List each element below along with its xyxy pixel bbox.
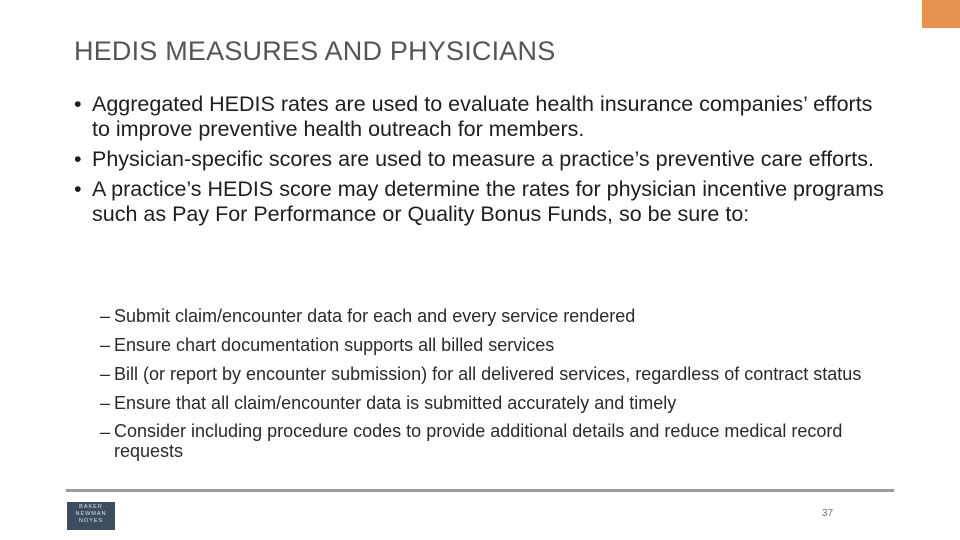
subbullet-item bbox=[100, 334, 900, 357]
bullet-text: Physician-specific scores are used to measure a practice’s preventive care efforts. bbox=[92, 147, 874, 171]
subbullet-marker: – bbox=[100, 306, 111, 326]
bullet-text: Aggregated HEDIS rates are used to evaluate health insurance companies’ efforts to improve preventive health outreach for members. bbox=[92, 92, 873, 141]
subbullet-item bbox=[100, 363, 900, 386]
subbullet-marker: – bbox=[100, 393, 111, 413]
logo-line: NOYES bbox=[78, 518, 104, 524]
subbullet-text: Bill (or report by encounter submission) for all delivered services, regardless of contract status bbox=[114, 364, 862, 384]
bullet-marker: • bbox=[74, 147, 82, 171]
logo-line: BAKER bbox=[79, 504, 103, 510]
footer-divider bbox=[66, 489, 894, 492]
subbullet-marker: – bbox=[100, 335, 111, 355]
slide-title: HEDIS MEASURES AND PHYSICIANS bbox=[74, 36, 556, 66]
subbullet-item bbox=[100, 421, 900, 463]
logo-line: NEWMAN bbox=[75, 511, 107, 517]
subbullet-marker: – bbox=[100, 422, 111, 442]
subbullet-item bbox=[100, 305, 900, 328]
bullet-item bbox=[74, 177, 884, 227]
subbullet-text: Ensure that all claim/encounter data is submitted accurately and timely bbox=[114, 393, 677, 413]
subbullet-text: Submit claim/encounter data for each and every service rendered bbox=[114, 306, 636, 326]
page-number: 37 bbox=[822, 508, 834, 519]
subbullet-marker: – bbox=[100, 364, 111, 384]
bullet-marker: • bbox=[74, 92, 82, 116]
bullet-list bbox=[74, 92, 884, 232]
subbullet-item bbox=[100, 392, 900, 415]
subbullet-list bbox=[100, 305, 900, 469]
corner-accent bbox=[922, 0, 960, 28]
bullet-item bbox=[74, 147, 884, 172]
subbullet-text: Consider including procedure codes to provide additional details and reduce medical record requests bbox=[114, 421, 843, 461]
bullet-text: A practice’s HEDIS score may determine the rates for physician incentive programs such as Pay For Performance or Quality Bonus Funds, so be sure to: bbox=[92, 177, 884, 226]
company-logo bbox=[67, 502, 115, 530]
bullet-marker: • bbox=[74, 177, 82, 201]
bullet-item bbox=[74, 92, 884, 142]
subbullet-text: Ensure chart documentation supports all billed services bbox=[114, 335, 555, 355]
